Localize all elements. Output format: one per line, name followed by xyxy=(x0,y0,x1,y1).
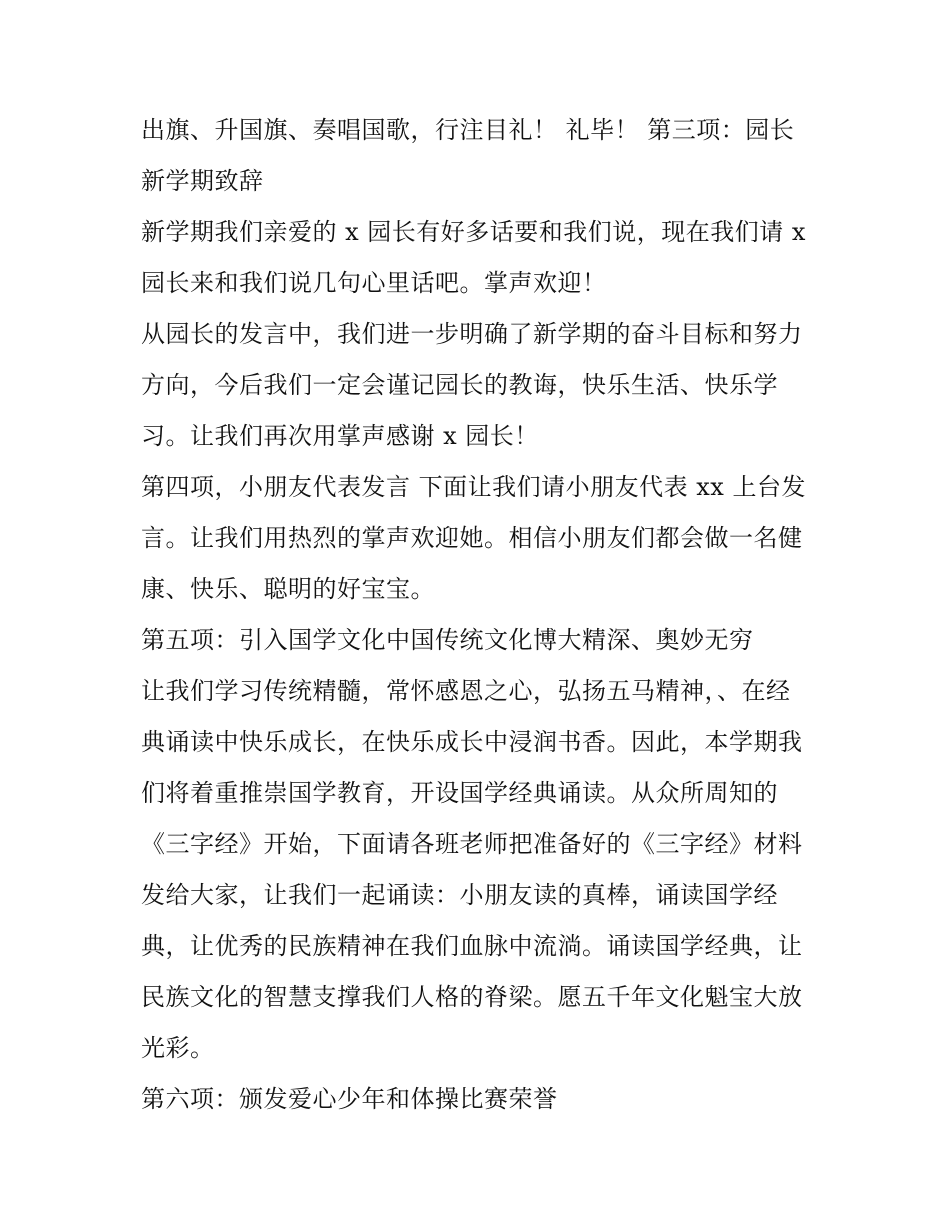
text-line: 新学期我们亲爱的 x 园长有好多话要和我们说，现在我们请 x xyxy=(141,218,806,246)
text-line: 新学期致辞 xyxy=(141,167,264,195)
text-line: 习。让我们再次用掌声感谢 x 园长！ xyxy=(141,422,539,450)
text-line: 光彩。 xyxy=(141,1034,215,1062)
text-line: 民族文化的智慧支撑我们人格的脊梁。愿五千年文化魁宝大放 xyxy=(141,983,803,1011)
text-line: 第五项：引入国学文化中国传统文化博大精深、奥妙无穷 xyxy=(141,626,754,654)
text-line: 从园长的发言中，我们进一步明确了新学期的奋斗目标和努力 xyxy=(141,320,803,348)
text-line: 出旗、升国旗、奏唱国歌，行注目礼！ 礼毕！ 第三项：园长 xyxy=(141,116,795,144)
text-line: 方向，今后我们一定会谨记园长的教诲，快乐生活、快乐学 xyxy=(141,371,778,399)
text-line: 典，让优秀的民族精神在我们血脉中流淌。诵读国学经典，让 xyxy=(141,932,803,960)
text-line: 言。让我们用热烈的掌声欢迎她。相信小朋友们都会做一名健 xyxy=(141,524,803,552)
body-text xyxy=(141,108,821,1128)
text-line: 们将着重推崇国学教育，开设国学经典诵读。从众所周知的 xyxy=(141,779,778,807)
text-line: 让我们学习传统精髓，常怀感恩之心，弘扬五马精神，、在经 xyxy=(141,677,791,705)
text-line: 典诵读中快乐成长，在快乐成长中浸润书香。因此，本学期我 xyxy=(141,728,803,756)
text-line: 第六项：颁发爱心少年和体操比赛荣誉 xyxy=(141,1085,558,1113)
text-line: 康、快乐、聪明的好宝宝。 xyxy=(141,575,435,603)
text-line: 发给大家，让我们一起诵读：小朋友读的真棒，诵读国学经 xyxy=(141,881,778,909)
text-line: 第四项，小朋友代表发言 下面让我们请小朋友代表 xx 上台发 xyxy=(141,473,806,501)
text-line: 园长来和我们说几句心里话吧。掌声欢迎！ xyxy=(141,269,607,297)
text-line: 《三字经》开始，下面请各班老师把准备好的《三字经》材料 xyxy=(141,830,803,858)
